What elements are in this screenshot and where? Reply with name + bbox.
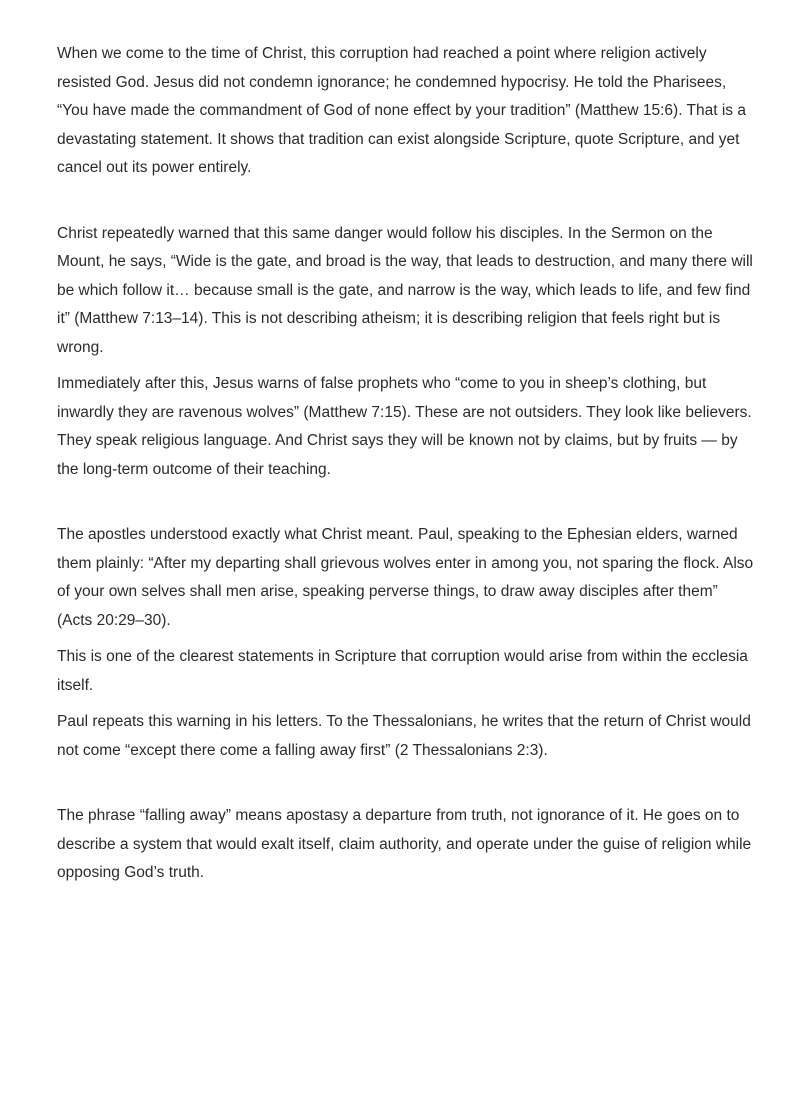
paragraph-thessalonians: Paul repeats this warning in his letters. To the Thessalonians, he writes that the return of Christ would not come “except there come a falling away first” (2 Thessalonians 2:3).: [57, 713, 751, 759]
paragraph-false-prophets: Immediately after this, Jesus warns of false prophets who “come to you in sheep’s clothing, but inwardly they are ravenous wolves” (Matthew 7:15). These are not outsiders. They look like believers. They speak religious language. And Christ says they will be known not by claims, but by fruits — by the long-term outcome of their teaching.: [57, 375, 752, 478]
paragraph-corruption-within: This is one of the clearest statements in Scripture that corruption would arise from within the ecclesia itself.: [57, 648, 748, 694]
paragraph-sermon-on-the-mount: Christ repeatedly warned that this same danger would follow his disciples. In the Sermon on the Mount, he says, “Wide is the gate, and broad is the way, that leads to destruction, and many there will be which follow it… because small is the gate, and narrow is the way, which leads to life, and few find it” (Matthew 7:13–14). This is not describing atheism; it is describing religion that feels right but is wrong.: [57, 224, 753, 356]
paragraph-falling-away: The phrase “falling away” means apostasy a departure from truth, not ignorance of it. He goes on to describe a system that would exalt itself, claim authority, and operate under the guise of religion while opposing God’s truth.: [57, 807, 752, 881]
paragraph-time-of-christ: When we come to the time of Christ, this corruption had reached a point where religion actively resisted God. Jesus did not condemn ignorance; he condemned hypocrisy. He told the Pharisees, “You have made the commandment of God of none effect by your tradition” (Matthew 15:6). That is a devastating statement. It shows that tradition can exist alongside Scripture, quote Scripture, and yet cancel out its power entirely.: [57, 45, 746, 176]
document-body: [57, 40, 757, 896]
paragraph-ephesian-elders: The apostles understood exactly what Christ meant. Paul, speaking to the Ephesian elders, warned them plainly: “After my departing shall grievous wolves enter in among you, not sparing the flock. Also of your own selves shall men arise, speaking perverse things, to draw away disciples after them” (Acts 20:29–30).: [57, 526, 754, 629]
